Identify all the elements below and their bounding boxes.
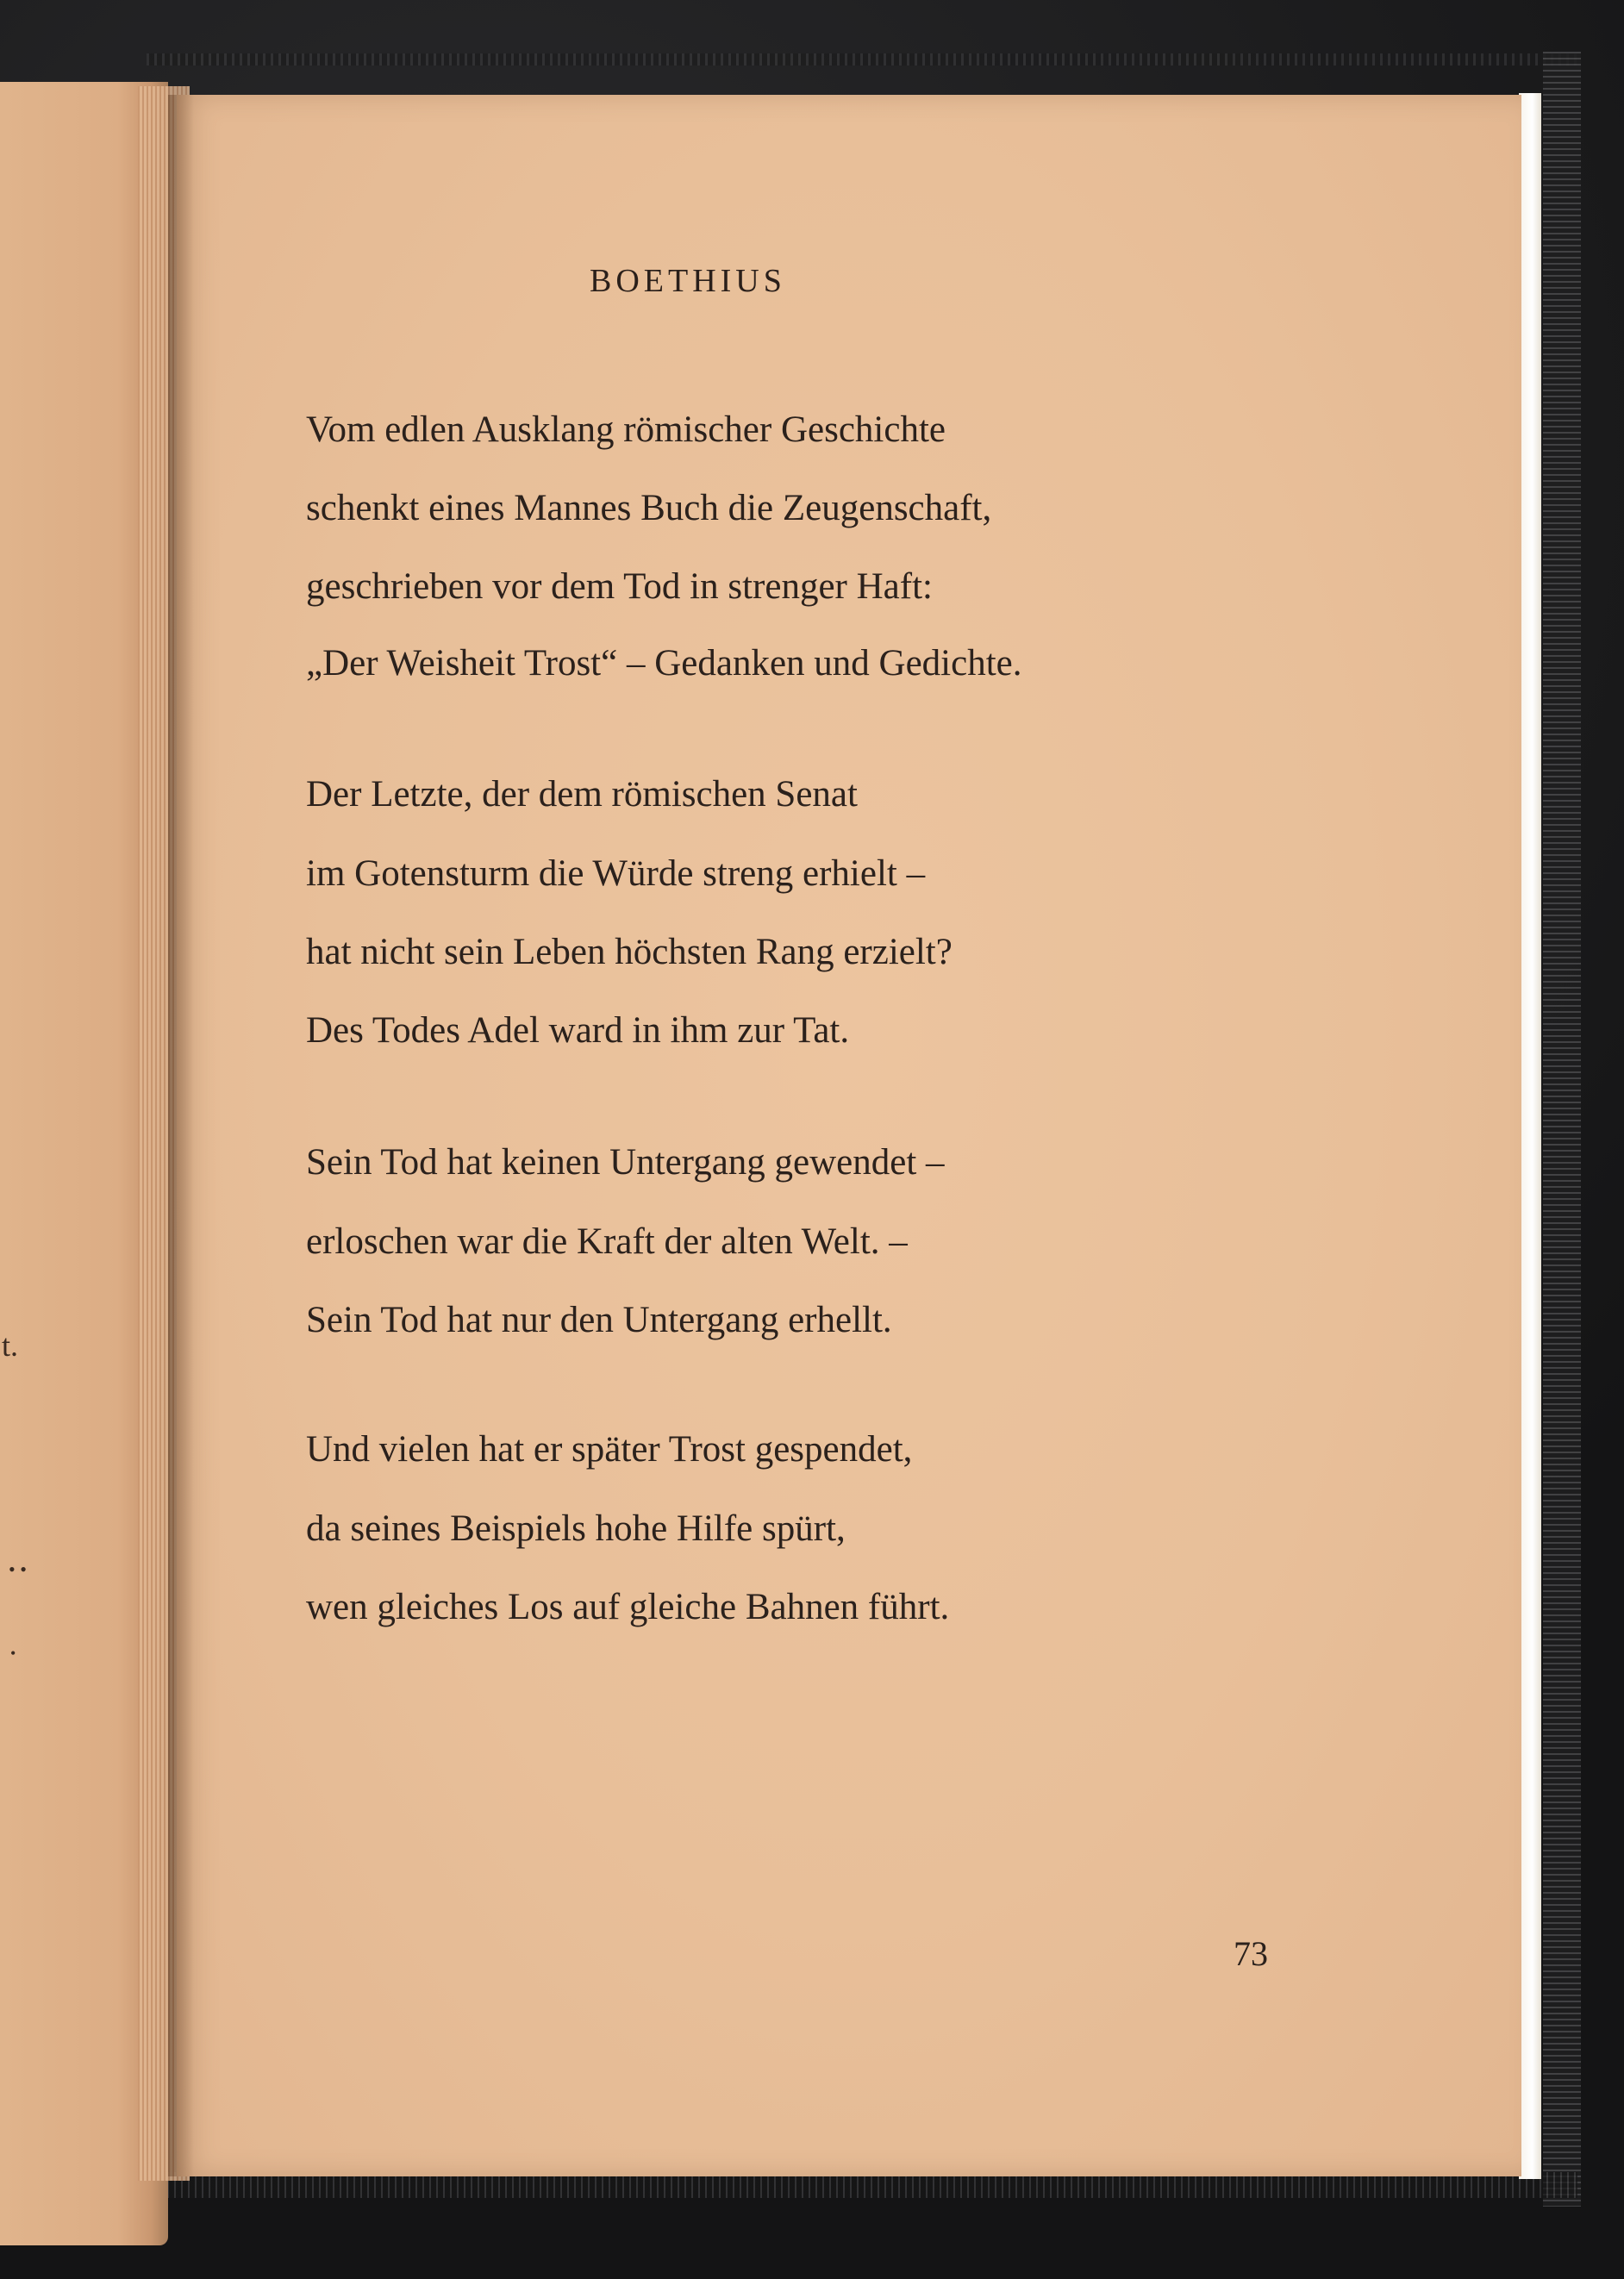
left-page-mark: • xyxy=(10,1645,16,1662)
cover-edge-right xyxy=(1543,52,1581,2207)
left-page-mark: • • xyxy=(9,1558,27,1580)
book-page xyxy=(177,95,1521,2176)
verse-line: Sein Tod hat keinen Untergang gewendet – xyxy=(306,1142,945,1183)
verse-line: Der Letzte, der dem römischen Senat xyxy=(306,774,858,815)
verse-line: hat nicht sein Leben höchsten Rang erzielt? xyxy=(306,932,953,972)
verse-line: geschrieben vor dem Tod in strenger Haft: xyxy=(306,566,933,607)
verse-line: im Gotensturm die Würde streng erhielt – xyxy=(306,853,926,894)
left-page-mark: t. xyxy=(2,1328,19,1363)
cover-edge-top xyxy=(147,53,1577,66)
verse-line: Sein Tod hat nur den Untergang erhellt. xyxy=(306,1300,892,1340)
verse-line: schenkt eines Mannes Buch die Zeugenschaft, xyxy=(306,488,992,528)
poem-title: BOETHIUS xyxy=(590,263,786,299)
verse-line: Und vielen hat er später Trost gespendet, xyxy=(306,1429,913,1470)
verse-line: Vom edlen Ausklang römischer Geschichte xyxy=(306,409,946,450)
verse-line: Des Todes Adel ward in ihm zur Tat. xyxy=(306,1010,850,1051)
verse-line: da seines Beispiels hohe Hilfe spürt, xyxy=(306,1508,846,1549)
gutter-shadow xyxy=(168,95,194,2176)
verse-line: „Der Weisheit Trost“ – Gedanken und Gedichte. xyxy=(306,643,1022,684)
verse-line: wen gleiches Los auf gleiche Bahnen führt. xyxy=(306,1587,950,1627)
verse-line: erloschen war die Kraft der alten Welt. – xyxy=(306,1221,908,1262)
page-number: 73 xyxy=(1234,1934,1268,1973)
page-stack-edge xyxy=(1519,93,1541,2179)
